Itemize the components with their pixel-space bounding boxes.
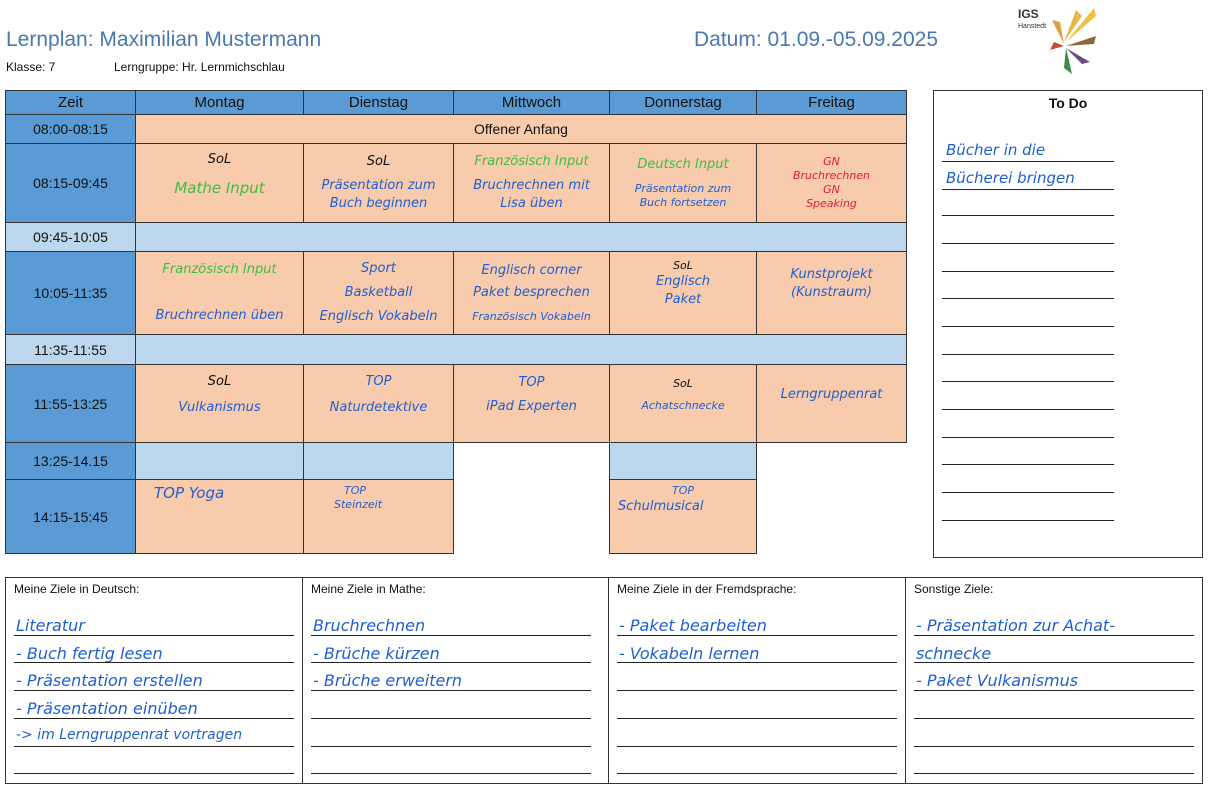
learning-group-label: Lerngruppe: Hr. Lernmichschlau (114, 60, 285, 74)
header-donnerstag: Donnerstag (610, 91, 757, 115)
cell-text: Paket besprechen (473, 285, 590, 300)
time-slot: 13:25-14.15 (6, 443, 136, 480)
time-slot: 11:35-11:55 (6, 335, 136, 365)
cell-text: TOP (671, 484, 694, 497)
goal-item: - Präsentation erstellen (16, 671, 203, 690)
logo-text: IGS (1018, 7, 1039, 21)
time-slot: 14:15-15:45 (6, 480, 136, 554)
header-freitag: Freitag (757, 91, 907, 115)
cell-text: (Kunstraum) (791, 285, 872, 300)
cell-fr-1 (757, 144, 907, 223)
cell-text: Vulkanismus (178, 399, 261, 415)
time-slot: 09:45-10:05 (6, 223, 136, 252)
cell-text: Englisch (655, 274, 711, 289)
todo-line (942, 438, 1114, 465)
goals-mathe (303, 578, 609, 783)
cell-mo-5 (136, 365, 304, 443)
cell-fr-5 (757, 365, 907, 443)
cell-text: TOP (518, 374, 545, 390)
cell-text: Naturdetektive (329, 399, 428, 415)
header-mittwoch: Mittwoch (454, 91, 610, 115)
offener-anfang-cell: Offener Anfang (136, 115, 907, 144)
cell-mo-7 (136, 480, 304, 554)
page-title: Lernplan: Maximilian Mustermann (6, 28, 322, 51)
cell-text: TOP (365, 373, 392, 389)
time-slot: 11:55-13:25 (6, 365, 136, 443)
empty-cell (454, 443, 610, 480)
cell-do-7 (610, 480, 757, 554)
empty-cell (757, 443, 907, 480)
cell-text: Französisch Input (474, 154, 589, 169)
goal-item: - Präsentation einüben (16, 699, 198, 718)
todo-line (942, 300, 1114, 327)
goal-item: -> im Lerngruppenrat vortragen (16, 727, 243, 743)
goals-fremdsprache (609, 578, 906, 783)
cell-mi-1 (454, 144, 610, 223)
todo-line (942, 466, 1114, 493)
cell-text: iPad Experten (486, 398, 577, 414)
goal-title: Sonstige Ziele: (914, 582, 994, 596)
goal-item: Bruchrechnen (313, 616, 426, 635)
todo-line (942, 383, 1114, 410)
todo-line (942, 328, 1114, 355)
goal-title: Meine Ziele in Mathe: (311, 582, 426, 596)
timetable (5, 90, 907, 554)
cell-fr-3 (757, 252, 907, 335)
goals-section (5, 577, 1203, 784)
cell-text: Englisch corner (481, 263, 582, 278)
cell-text: Basketball (344, 285, 413, 300)
cell-text: TOP Yoga (154, 484, 225, 502)
cell-do-3 (610, 252, 757, 335)
goal-item: - Brüche kürzen (313, 644, 440, 663)
cell-mo-3 (136, 252, 304, 335)
todo-line (942, 272, 1114, 299)
cell-text: GN (823, 155, 840, 168)
goal-item: - Vokabeln lernen (619, 644, 760, 663)
time-slot: 08:00-08:15 (6, 115, 136, 144)
todo-line (942, 245, 1114, 272)
cell-text: Englisch Vokabeln (319, 309, 438, 324)
empty-blue-cell (304, 443, 454, 480)
cell-text: Bruchrechnen (792, 169, 871, 182)
cell-text: SoL (366, 154, 391, 169)
time-slot: 10:05-11:35 (6, 252, 136, 335)
goal-title: Meine Ziele in Deutsch: (14, 582, 140, 596)
empty-blue-cell (136, 443, 304, 480)
cell-text: Lisa üben (500, 196, 563, 211)
cell-text: SoL (207, 373, 232, 389)
goal-item: - Paket Vulkanismus (916, 671, 1079, 690)
cell-text: SoL (673, 376, 693, 390)
goal-title: Meine Ziele in der Fremdsprache: (617, 582, 797, 596)
empty-cell (757, 480, 907, 554)
break-cell (136, 335, 907, 365)
cell-di-1 (304, 144, 454, 223)
todo-line (942, 355, 1114, 382)
todo-box (933, 90, 1203, 558)
cell-text: Französisch Input (162, 262, 277, 277)
cell-do-1 (610, 144, 757, 223)
goal-item: schnecke (916, 644, 992, 663)
cell-text: Sport (361, 261, 396, 276)
cell-text: GN (823, 183, 840, 196)
header-zeit: Zeit (6, 91, 136, 115)
cell-text: Deutsch Input (637, 157, 729, 172)
goal-item: Literatur (16, 616, 85, 635)
cell-text: Buch fortsetzen (639, 196, 727, 209)
empty-cell (454, 480, 610, 554)
cell-text: SoL (673, 259, 693, 272)
school-logo (1012, 2, 1102, 78)
logo-subtext: Hanstedt (1018, 23, 1047, 30)
todo-line (942, 411, 1114, 438)
goal-item: - Brüche erweitern (313, 671, 463, 690)
break-cell (136, 223, 907, 252)
cell-text: Bruchrechnen mit (473, 178, 590, 193)
todo-title: To Do (1048, 95, 1088, 111)
todo-line (942, 217, 1114, 244)
cell-text: Präsentation zum (634, 182, 732, 195)
todo-item: Bücherei bringen (946, 169, 1075, 187)
cell-mi-5 (454, 365, 610, 443)
todo-line (942, 163, 1114, 190)
cell-text: Schulmusical (618, 499, 704, 514)
time-slot: 08:15-09:45 (6, 144, 136, 223)
cell-text: Achatschnecke (641, 398, 725, 412)
todo-line (942, 494, 1114, 521)
cell-text: Buch beginnen (329, 196, 428, 211)
cell-text: SoL (207, 152, 232, 167)
todo-line (942, 189, 1114, 216)
cell-text: Bruchrechnen üben (155, 308, 284, 323)
goal-item: - Buch fertig lesen (16, 644, 163, 663)
cell-text: Französisch Vokabeln (472, 310, 591, 323)
goal-item: - Präsentation zur Achat- (916, 616, 1115, 635)
todo-line (942, 135, 1114, 162)
cell-text: Kunstprojekt (790, 267, 873, 282)
empty-blue-cell (610, 443, 757, 480)
cell-di-5 (304, 365, 454, 443)
cell-mi-3 (454, 252, 610, 335)
date-label: Datum: 01.09.-05.09.2025 (694, 28, 939, 51)
todo-item: Bücher in die (946, 141, 1046, 159)
cell-text: Steinzeit (334, 498, 383, 511)
cell-di-3 (304, 252, 454, 335)
cell-text: Präsentation zum (321, 178, 436, 193)
cell-do-5 (610, 365, 757, 443)
goal-item: - Paket bearbeiten (619, 616, 767, 635)
class-label: Klasse: 7 (6, 60, 56, 74)
goals-sonstige (906, 578, 1202, 783)
cell-di-7 (304, 480, 454, 554)
cell-text: Lerngruppenrat (780, 386, 883, 402)
header-dienstag: Dienstag (304, 91, 454, 115)
cell-mo-1 (136, 144, 304, 223)
cell-text: Speaking (806, 197, 857, 210)
cell-text: Paket (664, 292, 702, 307)
header-montag: Montag (136, 91, 304, 115)
cell-text: TOP (344, 484, 367, 497)
cell-text: Mathe Input (174, 179, 265, 197)
goals-deutsch (6, 578, 303, 783)
